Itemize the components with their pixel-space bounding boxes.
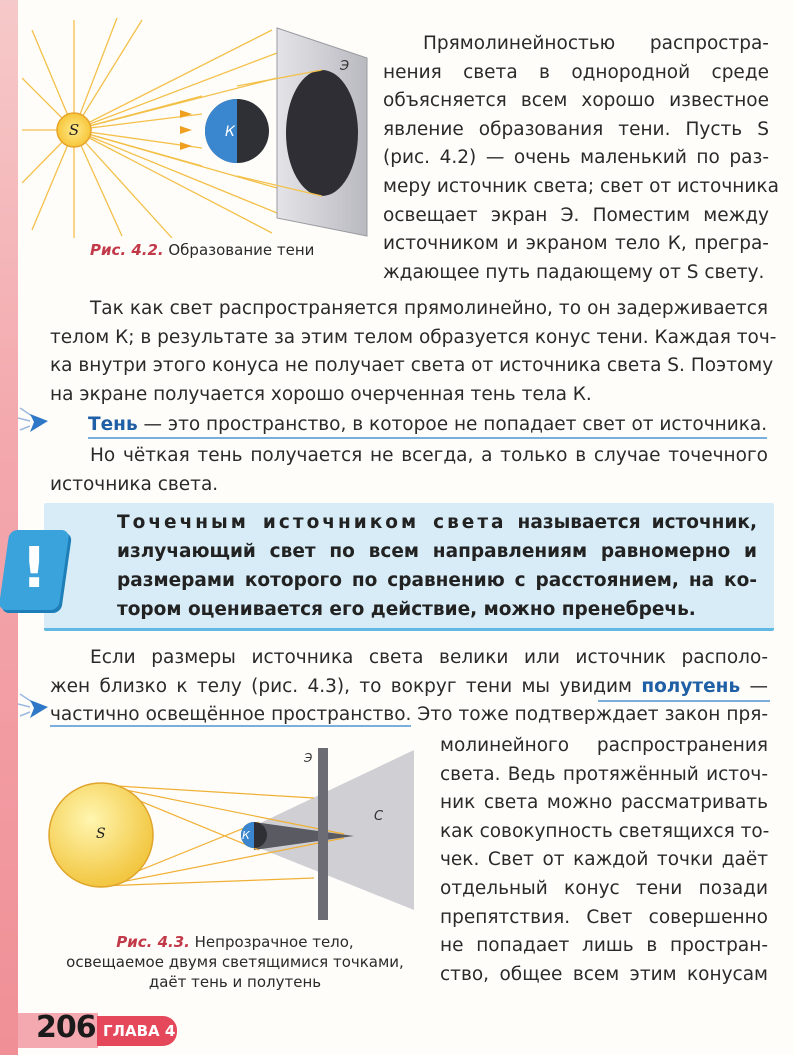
callout-text: [117, 508, 757, 624]
text-line: тором оценивается его действие, можно пренебречь.: [117, 599, 696, 620]
figure-4-3-shadow-label: С: [374, 809, 384, 824]
text-line: меру источник света; свет от источника: [383, 175, 779, 197]
text-line: Прямолинейностью распростра-: [423, 33, 769, 54]
exclamation-mark: !: [21, 536, 47, 601]
paragraph-5: [440, 732, 768, 989]
text-line: на экране получается хорошо очерченная тень тела К.: [50, 383, 592, 405]
figure-4-3-caption: [40, 932, 430, 992]
text-line: ка внутри этого конуса не получает света от источника света S. Поэтому: [50, 355, 774, 377]
exclamation-icon: [0, 530, 70, 610]
caption-line: даёт тень и полутень: [148, 973, 322, 991]
figure-4-2-label: Рис. 4.2.: [90, 241, 164, 259]
figure-4-3-source-label: S: [96, 826, 106, 842]
figure-4-2-screen-label: Э: [340, 59, 350, 74]
text-line: источника света.: [50, 473, 219, 495]
text-line: Если размеры источника света велики или источник располо-: [90, 647, 768, 668]
text-line: Так как свет распространяется прямолинейно, то он задерживается: [90, 298, 768, 319]
text-line: объясняется всем хорошо известное: [383, 90, 769, 112]
text-line: чек. Свет от каждой точки даёт: [440, 849, 768, 871]
text-line: ник света можно рассматривать: [440, 792, 768, 814]
penumbra-term: полутень: [641, 675, 741, 697]
figure-4-3-penumbra-diagram: [44, 738, 434, 928]
text-line: молинейного распространения: [440, 735, 768, 756]
figure-4-2-caption: [90, 240, 314, 260]
figure-4-2-source-label: S: [68, 121, 80, 139]
text-line: света. Ведь протяжённый источ-: [440, 763, 768, 785]
text-line: ждающее путь падающему от S свету.: [383, 261, 765, 283]
text-line: отдельный конус тени позади: [440, 877, 768, 899]
figure-4-2-caption-text: Образование тени: [168, 241, 315, 259]
definition-shadow: [88, 411, 768, 440]
text-line: телом К; в результате за этим телом образуется конус тени. Каждая точ-: [50, 326, 777, 348]
text-line: Но чёткая тень получается не всегда, а только в случае точечного: [90, 445, 768, 466]
figure-4-2-shadow-diagram: [22, 18, 382, 238]
text-line: как совокупность светящихся то-: [440, 820, 770, 842]
text-line: освещает экран Э. Поместим между: [383, 204, 769, 226]
definition-arrow-icon: [18, 690, 54, 724]
text-line: Это тоже подтверждает закон пря-: [411, 704, 768, 726]
text-line: источником и экраном тело К, прегра-: [383, 233, 769, 255]
paragraph-3: [50, 442, 768, 499]
text-line: ство, общее всем этим конусам: [440, 963, 768, 985]
figure-4-3-body-label: К: [242, 829, 250, 842]
text-line: размерами которого по сравнению с расстоянием, на ко-: [117, 570, 757, 591]
text-line: явление образования тени. Пусть S: [383, 118, 769, 140]
callout-term: Точечным источником света: [117, 512, 507, 533]
caption-line: освещаемое двумя светящимися точками,: [66, 953, 404, 971]
penumbra-underline: [598, 700, 770, 702]
text-line: жен близко к телу (рис. 4.3), то вокруг тени мы увидим: [50, 675, 642, 697]
figure-4-3-screen-label: Э: [304, 751, 313, 765]
page-edge-bar: [0, 0, 18, 1055]
paragraph-1: [383, 30, 779, 287]
figure-4-2-body-label: К: [225, 124, 235, 140]
definition-text: — это пространство, в которое не попадает свет от источника.: [137, 414, 768, 435]
text-line: (рис. 4.2) — очень маленький по раз-: [383, 147, 769, 169]
text-line: —: [740, 675, 768, 697]
penumbra-definition: частично освещённое пространство.: [50, 704, 412, 726]
text-line: называется источник,: [506, 512, 757, 533]
text-line: нения света в однородной среде: [383, 61, 769, 83]
definition-term: Тень: [88, 414, 138, 435]
text-line: излучающий свет по всем направлениям равномерно и: [117, 541, 757, 562]
caption-line: Непрозрачное тело,: [194, 933, 354, 951]
definition-arrow-icon: [18, 404, 54, 438]
paragraph-2: [50, 295, 777, 409]
chapter-tab: ГЛАВА 4: [97, 1016, 177, 1046]
paragraph-4: [50, 644, 768, 730]
text-line: не попадает лишь в простран-: [440, 935, 768, 957]
figure-4-3-label: Рис. 4.3.: [116, 933, 190, 951]
page-number: 206: [36, 1010, 96, 1045]
text-line: препятствия. Свет совершенно: [440, 906, 768, 928]
